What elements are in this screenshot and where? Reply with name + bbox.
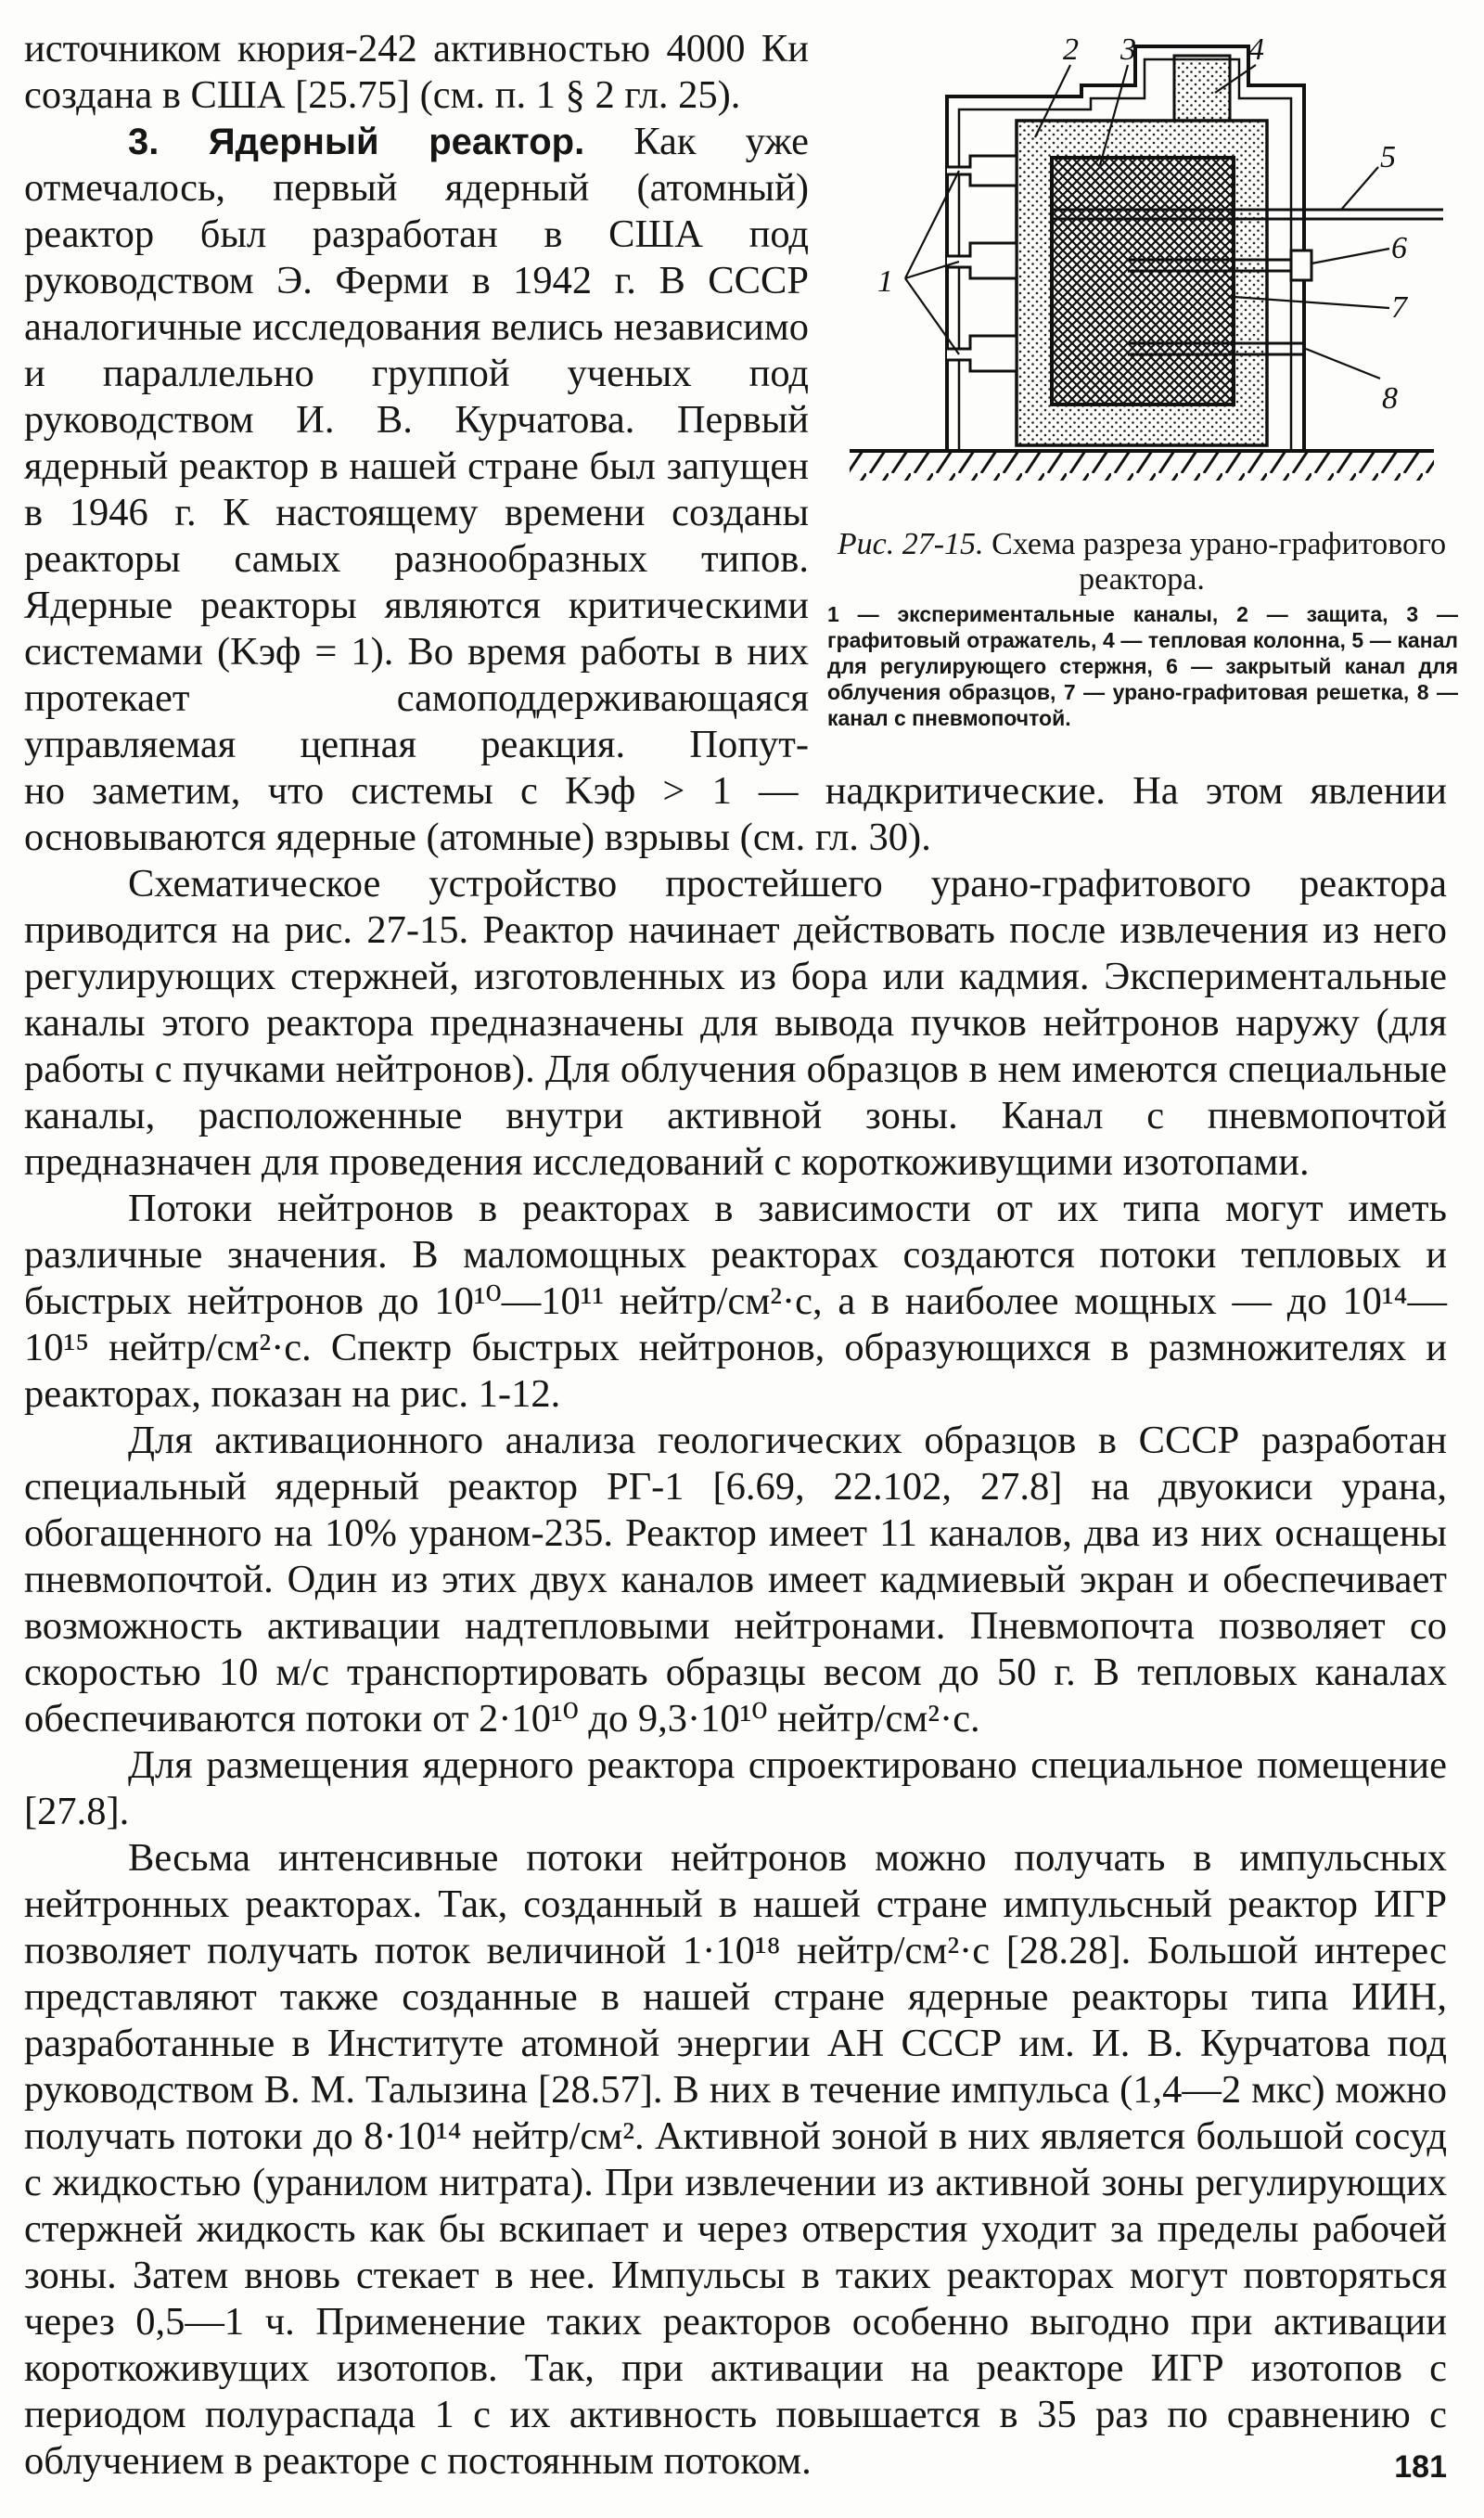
paragraph-room: Для размещения ядерного реактора спроектировано специальное помещение [27.8]. — [24, 1743, 1447, 1833]
continuation-line-1: но заметим, что системы с Kэф > 1 — надкритические. На этом явлении — [24, 769, 1447, 813]
figure-27-15 — [822, 28, 1462, 761]
label-7: 7 — [1391, 290, 1407, 325]
label-8: 8 — [1382, 381, 1398, 416]
paragraph-pulsed: Весьма интенсивные потоки нейтронов можно получать в импульсных нейтронных реакторах. Так, созданный в нашей стране импульсный реактор ИГР позволяет получать поток величиной 1·10¹⁸ нейтр/см²·с [28.28]. Большой интерес представляют также созданные в нашей стране ядерные реакторы типа ИИН, разработанные в Институте атомной энергии АН СССР им. И. В. Курчатова под руководством В. М. Талызина [28.57]. В них в течение импульса (1,4—2 мкс) можно получать потоки до 8·10¹⁴ нейтр/см². Активной зоной в них является большой сосуд с жидкостью (уранилом нитрата). При извлечении из активной зоны регулирующих стержней жидкость как бы вскипает и через отверстия уходит за пределы рабочей зоны. Затем вновь стекает в нее. Импульсы в таких реакторах могут повторяться через 0,5—1 ч. Применение таких реакторов особенно выгодно при активации короткоживущих изотопов. Так, при активации на реакторе ИГР изотопов с периодом полураспада 1 с их активность повышается в 35 раз по сравнению с облучением в реакторе с постоянным потоком. — [24, 1836, 1447, 2483]
label-2: 2 — [1063, 32, 1079, 67]
paragraph-scheme: Схематическое устройство простейшего урано-графитового реактора приводится на рис. 27-15. Реактор начинает действовать после извлечения из него регулирующих стержней, изготовленных из бора или кадмия. Экспериментальные каналы этого реактора предназначены для вывода пучков нейтронов наружу (для работы с пучками нейтронов). Для облучения образцов в нем имеются специальные каналы, расположенные внутри активной зоны. Канал с пневмопочтой предназначен для проведения исследований с короткоживущими изотопами. — [24, 862, 1447, 1184]
reactor-diagram — [822, 28, 1462, 529]
experimental-channels — [947, 156, 1017, 371]
section-heading: 3. Ядерный реактор. — [128, 122, 585, 162]
left-column — [24, 26, 809, 768]
paragraph-rg1: Для активационного анализа геологических образцов в СССР разработан специальный ядерный реактор РГ-1 [6.69, 22.102, 27.8] на двуокиси урана, обогащенного на 10% ураном-235. Реактор имеет 11 каналов, два из них оснащены пневмопочтой. Один из этих двух каналов имеет кадмиевый экран и обеспечивает возможность активации надтепловыми нейтронами. Пневмопочта позволяет со скоростью 10 м/с транспортировать образцы весом до 50 г. В тепловых каналах обеспечиваются потоки от 2·10¹⁰ до 9,3·10¹⁰ нейтр/см²·с. — [24, 1419, 1447, 1741]
caption-title: Схема разреза урано-графитового реактора. — [983, 527, 1447, 597]
ground-hatch — [850, 453, 1434, 481]
label-6: 6 — [1391, 231, 1407, 265]
label-3: 3 — [1120, 32, 1136, 67]
full-width-text — [24, 768, 1447, 2485]
label-4: 4 — [1248, 32, 1264, 67]
uranium-graphite-core — [1052, 158, 1234, 405]
continuation-line-2: основываются ядерные (атомные) взрывы (см. гл. 30). — [24, 816, 931, 859]
paragraph-reactor-body: Как уже отмечалось, первый ядерный (атомный) реактор был разработан в США под руководством Э. Ферми в 1942 г. В СССР аналогичные исследования велись независимо и параллельно группой ученых под руководством И. В. Курчатова. Первый ядерный реактор в нашей стране был запущен в 1946 г. К настоящему времени созданы реакторы самых разнообразных типов. Ядерные реакторы являются критическими системами (Kэф = 1). Во время работы в них протекает самоподдерживающаяся управляемая цепная реакция. Попут- — [24, 120, 809, 766]
page-number: 181 — [1394, 2449, 1447, 2485]
paragraph-reactor — [24, 119, 809, 768]
figure-legend: 1 — экспериментальные каналы, 2 — защита, 3 — графитовый отражатель, 4 — тепловая колонна, 5 — канал для регулирующего стержня, 6 — закрытый канал для облучения образцов, 7 — урано-графитовая решетка, 8 — канал с пневмопочтой. — [827, 602, 1458, 730]
paragraph-curium: источником кюрия-242 активностью 4000 Ки создана в США [25.75] (см. п. 1 § 2 гл. 25). — [24, 27, 809, 117]
label-1: 1 — [877, 264, 893, 299]
paragraph-fluxes: Потоки нейтронов в реакторах в зависимости от их типа могут иметь различные значения. В маломощных реакторах создаются потоки тепловых и быстрых нейтронов до 10¹⁰—10¹¹ нейтр/см²·с, а в наиболее мощных — до 10¹⁴—10¹⁵ нейтр/см²·с. Спектр быстрых нейтронов, образующихся в размножителях и реакторах, показан на рис. 1-12. — [24, 1187, 1447, 1416]
figure-caption — [825, 527, 1458, 597]
label-5: 5 — [1380, 140, 1396, 174]
caption-number: Рис. 27-15. — [837, 527, 984, 561]
